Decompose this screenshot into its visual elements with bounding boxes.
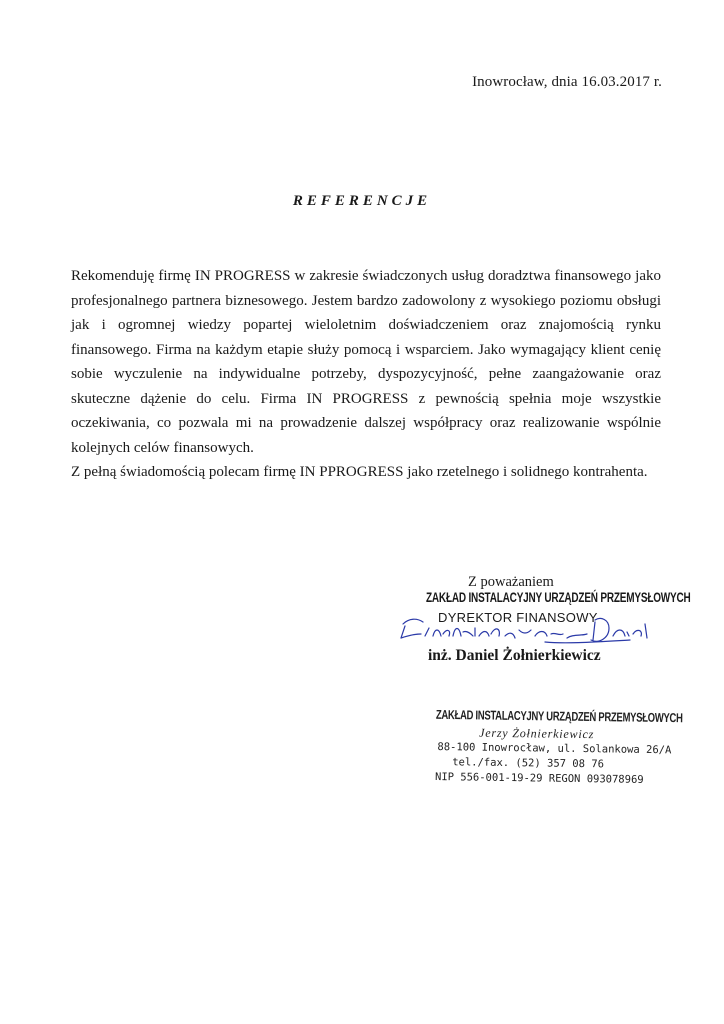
document-title: REFERENCJE <box>292 193 432 209</box>
signer-name: inż. Daniel Żołnierkiewicz <box>428 647 601 664</box>
signature-stamp-role: DYREKTOR FINANSOWY <box>438 610 598 625</box>
letter-body <box>71 264 661 485</box>
company-stamp-name: ZAKŁAD INSTALACYJNY URZĄDZEŃ PRZEMYSŁOWYCH <box>435 708 683 727</box>
company-stamp-address: 88-100 Inowrocław, ul. Solankowa 26/A <box>437 741 672 757</box>
body-paragraph-recommendation: Rekomenduję firmę IN PROGRESS w zakresie świadczonych usług doradztwa finansowego jako profesjonalnego partnera biznesowego. Jestem bardzo zadowolony z wysokiego poziomu obsługi jak i ogromnej wiedzy popartej wieloletnim doświadczeniem oraz znajomością rynku finansowego. Firma na każdym etapie służy pomocą i wsparciem. Jako wymagający klient cenię sobie wyczulenie na indywidualne potrzeby, dyspozycyjność, pełne zaangażowanie oraz skuteczne dążenie do celu. Firma IN PROGRESS z pewnością spełnia moje wszystkie oczekiwania, co pozwala mi na prowadzenie dalszej współpracy oraz realizowanie wspólnie kolejnych celów finansowych. <box>71 268 661 456</box>
closing-salutation: Z poważaniem <box>468 574 554 590</box>
company-stamp-owner: Jerzy Żołnierkiewicz <box>479 725 595 742</box>
handwritten-signature <box>395 612 660 650</box>
place-and-date: Inowrocław, dnia 16.03.2017 r. <box>472 74 662 90</box>
signature-stamp-company: ZAKŁAD INSTALACYJNY URZĄDZEŃ PRZEMYSŁOWYCH <box>426 591 691 606</box>
company-stamp-phone: tel./fax. (52) 357 08 76 <box>452 756 605 771</box>
company-stamp <box>434 708 683 788</box>
body-paragraph-closing-recommendation: Z pełną świadomością polecam firmę IN PPROGRESS jako rzetelnego i solidnego kontrahenta. <box>71 464 648 480</box>
company-stamp-tax-ids: NIP 556-001-19-29 REGON 093078969 <box>434 770 644 786</box>
